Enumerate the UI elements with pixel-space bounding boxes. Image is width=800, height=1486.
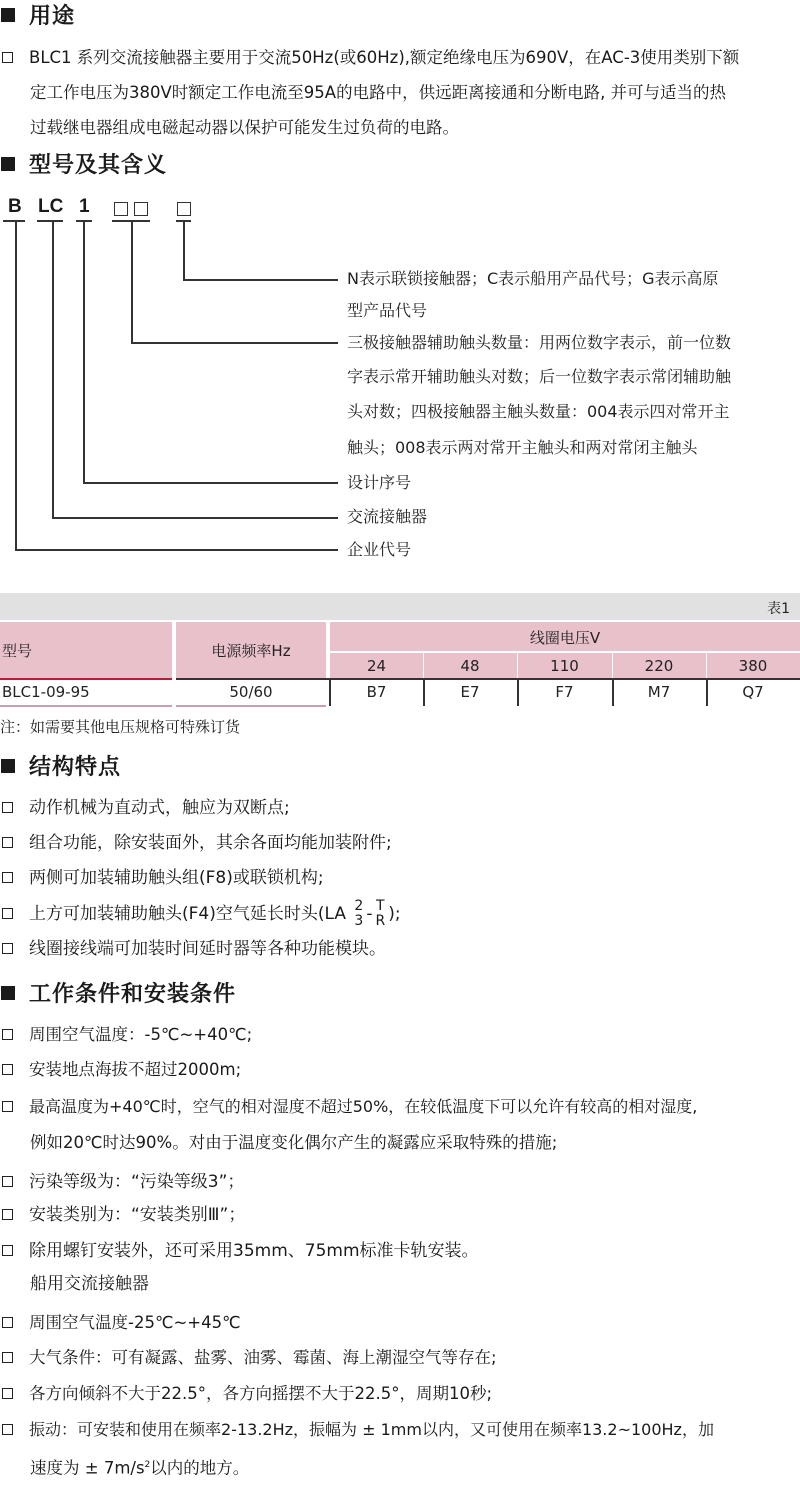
connector-line — [52, 220, 54, 518]
marine-item — [0, 1341, 497, 1375]
placeholder-box-icon — [177, 202, 191, 216]
checkbox-square-icon — [2, 908, 13, 919]
item-text: 安装类别为：“安装类别Ⅲ”； — [29, 1205, 246, 1225]
section-square-icon — [1, 759, 15, 773]
condition-item — [0, 1234, 479, 1268]
desc-aux: 三极接触器辅助触头数量：用两位数字表示，前一位数 — [347, 333, 732, 352]
fraction-t-r — [375, 899, 385, 929]
frac-top: 2 — [354, 898, 364, 914]
structure-item — [0, 826, 392, 860]
item-text: 安装地点海拔不超过2000m; — [29, 1060, 242, 1079]
placeholder-box-icon — [134, 202, 148, 216]
item-text: 上方可加装辅助触头(F4)空气延长时头(LA — [29, 904, 346, 924]
superscript: 2 — [144, 1460, 151, 1470]
checkbox-square-icon — [2, 943, 13, 954]
marine-subtitle: 船用交流接触器 — [30, 1274, 149, 1294]
checkbox-square-icon — [2, 1424, 13, 1435]
item-text: 大气条件：可有凝露、盐雾、油雾、霉菌、海上潮湿空气等存在; — [29, 1348, 497, 1367]
checkbox-square-icon — [2, 52, 13, 63]
checkbox-square-icon — [2, 837, 13, 848]
frac-top: T — [376, 898, 385, 914]
usage-line: 过载继电器组成电磁起动器以保护可能发生过负荷的电路。 — [30, 118, 459, 137]
condition-item — [0, 1165, 244, 1199]
connector-line — [131, 342, 338, 344]
voltage-header: 380 — [738, 657, 768, 675]
header-freq-text: 电源频率Hz — [211, 642, 291, 660]
section-title-text: 用途 — [29, 4, 76, 29]
cell-model: BLC1-09-95 — [2, 683, 90, 701]
item-text: 两侧可加装辅助触头组(F8)或联锁机构; — [29, 868, 324, 888]
desc-suffix: 型产品代号 — [347, 301, 428, 320]
connector-line — [83, 482, 338, 484]
placeholder-box-icon — [114, 202, 128, 216]
section-title-text: 结构特点 — [29, 755, 122, 780]
voltage-header: 220 — [644, 657, 674, 675]
desc-ac: 交流接触器 — [347, 507, 428, 526]
connector-line — [15, 220, 17, 550]
section-title-text: 型号及其含义 — [29, 153, 168, 178]
condition-item — [0, 1053, 241, 1087]
code-aux-boxes — [114, 199, 154, 221]
item-text: 除用螺钉安装外，还可采用35mm、75mm标准卡轨安装。 — [29, 1241, 479, 1261]
structure-item — [0, 897, 401, 931]
structure-item — [0, 932, 386, 966]
checkbox-square-icon — [2, 1388, 13, 1399]
section-square-icon — [1, 986, 15, 1000]
table-note: 注：如需要其他电压规格可特殊订货 — [0, 718, 241, 736]
code-suffix-box — [177, 199, 197, 221]
condition-item — [0, 1090, 697, 1124]
vibration-text: 以内的地方。 — [150, 1458, 250, 1478]
connector-line — [52, 517, 338, 519]
structure-item — [0, 791, 290, 825]
voltage-header: 24 — [366, 657, 387, 675]
condition-item — [0, 1018, 252, 1052]
desc-aux: 触头；008表示两对常开主触头和两对常闭主触头 — [347, 438, 698, 457]
row-border — [0, 678, 172, 680]
connector-line — [83, 220, 85, 483]
structure-item — [0, 861, 324, 895]
condition-item — [0, 1198, 245, 1232]
checkbox-square-icon — [2, 1209, 13, 1220]
section-title-structure — [0, 753, 121, 783]
checkbox-square-icon — [2, 1352, 13, 1363]
cell-code: M7 — [647, 683, 671, 701]
frac-bottom: R — [375, 913, 386, 929]
cell-code: B7 — [366, 683, 387, 701]
condition-item-cont: 例如20℃时达90%。对由于温度变化偶尔产生的凝露应采取特殊的措施; — [30, 1133, 558, 1152]
checkbox-square-icon — [2, 1245, 13, 1256]
usage-paragraph — [0, 41, 739, 75]
item-text: 各方向倾斜不大于22.5°，各方向摇摆不大于22.5°，周期10秒; — [29, 1384, 493, 1403]
marine-item — [0, 1377, 492, 1411]
row-border — [176, 705, 326, 707]
checkbox-square-icon — [2, 802, 13, 813]
checkbox-square-icon — [2, 1317, 13, 1328]
connector-line — [183, 220, 185, 280]
connector-line — [131, 220, 133, 343]
item-text: 污染等级为：“污染等级3”； — [29, 1172, 245, 1192]
code-lc: LC — [38, 196, 64, 217]
item-text: 振动：可安装和使用在频率2-13.2Hz，振幅为 ± 1mm以内，又可使用在频率13.2~100Hz，加 — [29, 1420, 714, 1439]
checkbox-square-icon — [2, 1064, 13, 1075]
checkbox-square-icon — [2, 1029, 13, 1040]
item-text: 最高温度为+40℃时，空气的相对湿度不超过50%，在较低温度下可以允许有较高的相对湿度, — [29, 1097, 698, 1116]
marine-item — [0, 1306, 241, 1340]
frac-bottom: 3 — [354, 913, 364, 929]
checkbox-square-icon — [2, 872, 13, 883]
usage-line: BLC1 系列交流接触器主要用于交流50Hz(或60Hz),额定绝缘电压为690V，在AC-3使用类别下额 — [29, 48, 740, 67]
underline — [37, 220, 63, 222]
section-title-conditions — [0, 980, 236, 1010]
item-text: 动作机械为直动式，触应为双断点; — [29, 798, 290, 818]
underline — [3, 220, 25, 222]
item-text: 周围空气温度：-5℃~+40℃; — [29, 1025, 253, 1044]
frac-tail: ); — [388, 904, 401, 924]
section-title-model — [0, 151, 167, 181]
cell-freq: 50/60 — [229, 683, 273, 701]
voltage-header: 110 — [550, 657, 579, 675]
vibration-text: 速度为 ± 7m/s — [30, 1458, 145, 1478]
item-text: 组合功能，除安装面外，其余各面均能加装附件; — [29, 833, 392, 853]
code-1: 1 — [79, 196, 90, 217]
marine-item — [0, 1413, 714, 1447]
code-b: B — [8, 196, 22, 217]
cell-code: F7 — [555, 683, 574, 701]
table-label: 表1 — [767, 601, 790, 617]
header-coil-text: 线圈电压V — [529, 629, 601, 647]
item-text: 线圈接线端可加装时间延时器等各种功能模块。 — [29, 939, 386, 959]
desc-aux: 头对数；四极接触器主触头数量：004表示四对常开主 — [347, 402, 730, 421]
connector-line — [15, 549, 338, 551]
checkbox-square-icon — [2, 1101, 13, 1112]
desc-company: 企业代号 — [347, 540, 412, 559]
table-caption-band — [0, 593, 800, 620]
checkbox-square-icon — [2, 1176, 13, 1187]
cell-code: Q7 — [742, 683, 764, 701]
section-square-icon — [1, 8, 15, 22]
section-title-text: 工作条件和安装条件 — [29, 982, 237, 1007]
header-model-text: 型号 — [2, 642, 33, 660]
row-border — [0, 705, 172, 707]
section-title-usage — [0, 2, 75, 32]
voltage-header: 48 — [460, 657, 480, 675]
section-square-icon — [1, 157, 15, 171]
connector-line — [183, 279, 338, 281]
marine-item-cont — [30, 1448, 249, 1486]
desc-suffix: N表示联锁接触器；C表示船用产品代号；G表示高原 — [347, 269, 719, 288]
item-text: 周围空气温度-25℃~+45℃ — [29, 1313, 241, 1332]
desc-design: 设计序号 — [347, 473, 412, 492]
cell-code: E7 — [460, 683, 480, 701]
desc-aux: 字表示常开辅助触头对数；后一位数字表示常闭辅助触 — [347, 367, 732, 386]
fraction-2-3 — [354, 899, 363, 929]
usage-line: 定工作电压为380V时额定工作电流至95A的电路中，供远距离接通和分断电路, 并可与适当的热 — [30, 83, 727, 102]
frac-dash: - — [366, 904, 373, 924]
